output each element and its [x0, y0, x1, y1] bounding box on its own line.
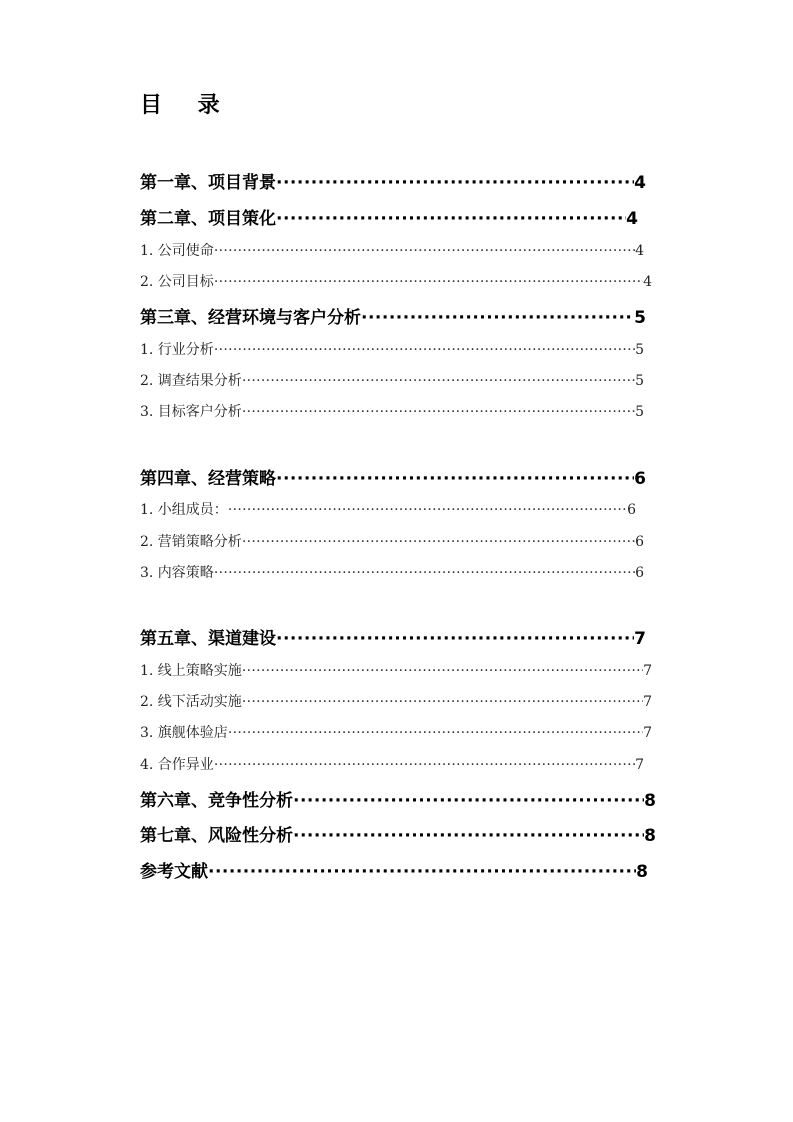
toc-entry-page: 6 [627, 502, 636, 518]
toc-entry-label: 第三章、经营环境与客户分析 [140, 308, 361, 328]
toc-entry-page: 5 [635, 373, 644, 389]
dot-leader [228, 725, 643, 741]
dot-leader [214, 243, 635, 259]
toc-entry-section[interactable] [140, 660, 652, 680]
toc-entry-label: 2. 线下活动实施 [140, 694, 242, 710]
dot-leader [242, 694, 643, 710]
toc-entry-label: 参考文献 [140, 862, 208, 882]
toc-entry-label: 第二章、项目策化 [140, 209, 276, 229]
toc-entry-section[interactable] [140, 562, 644, 582]
toc-entry-label: 2. 公司目标 [140, 274, 214, 290]
toc-entry-chapter-4[interactable] [140, 464, 646, 489]
dot-leader [276, 629, 634, 649]
toc-entry-label: 1. 行业分析 [140, 342, 214, 358]
toc-entry-page: 8 [644, 791, 656, 811]
toc-entry-label: 1. 公司使命 [140, 243, 214, 259]
toc-entry-section[interactable] [140, 722, 652, 742]
dot-leader [214, 757, 635, 773]
toc-entry-chapter-6[interactable] [140, 786, 656, 811]
dot-leader [228, 502, 627, 518]
dot-leader [214, 565, 635, 581]
toc-entry-page: 7 [635, 757, 644, 773]
toc-entry-page: 7 [643, 725, 652, 741]
toc-entry-label: 2. 营销策略分析 [140, 534, 242, 550]
toc-entry-section[interactable] [140, 691, 652, 711]
dot-leader [242, 534, 635, 550]
toc-entry-label: 第七章、风险性分析 [140, 826, 293, 846]
toc-entry-section[interactable] [140, 240, 644, 260]
toc-entry-chapter-3[interactable] [140, 303, 646, 328]
toc-entry-page: 7 [643, 663, 652, 679]
toc-entry-page: 5 [635, 342, 644, 358]
toc-entry-page: 4 [635, 243, 644, 259]
toc-entry-label: 1. 线上策略实施 [140, 663, 242, 679]
toc-entry-section[interactable] [140, 401, 644, 421]
toc-entry-label: 2. 调查结果分析 [140, 373, 242, 389]
dot-leader [276, 209, 626, 229]
dot-leader [361, 308, 634, 328]
toc-entry-page: 6 [635, 565, 644, 581]
toc-entry-label: 第六章、竞争性分析 [140, 791, 293, 811]
toc-entry-references[interactable] [140, 857, 648, 882]
toc-entry-chapter-1[interactable] [140, 168, 646, 193]
toc-entry-page: 5 [634, 308, 646, 328]
toc-entry-label: 3. 旗舰体验店 [140, 725, 228, 741]
toc-entry-chapter-2[interactable] [140, 204, 638, 229]
toc-entry-label: 1. 小组成员： [140, 502, 228, 518]
toc-entry-page: 4 [643, 274, 652, 290]
toc-entry-page: 5 [635, 404, 644, 420]
dot-leader [276, 173, 634, 193]
dot-leader [293, 791, 644, 811]
toc-entry-chapter-5[interactable] [140, 624, 646, 649]
toc-entry-label: 3. 内容策略 [140, 565, 214, 581]
toc-entry-label: 第五章、渠道建设 [140, 629, 276, 649]
toc-entry-section[interactable] [140, 499, 636, 519]
toc-entry-page: 6 [634, 469, 646, 489]
toc-entry-chapter-7[interactable] [140, 821, 656, 846]
toc-entry-section[interactable] [140, 531, 644, 551]
dot-leader [214, 274, 643, 290]
toc-entry-page: 8 [636, 862, 648, 882]
toc-entry-page: 7 [634, 629, 646, 649]
dot-leader [242, 663, 643, 679]
toc-entry-section[interactable] [140, 339, 644, 359]
dot-leader [214, 342, 635, 358]
toc-title: 目 录 [140, 93, 234, 118]
toc-entry-page: 8 [644, 826, 656, 846]
toc-entry-label: 第四章、经营策略 [140, 469, 276, 489]
dot-leader [242, 373, 635, 389]
dot-leader [276, 469, 634, 489]
toc-entry-section[interactable] [140, 370, 644, 390]
toc-entry-page: 4 [634, 173, 646, 193]
toc-entry-section[interactable] [140, 754, 644, 774]
dot-leader [293, 826, 644, 846]
toc-entry-page: 6 [635, 534, 644, 550]
toc-entry-label: 第一章、项目背景 [140, 173, 276, 193]
toc-entry-page: 7 [643, 694, 652, 710]
toc-entry-label: 4. 合作异业 [140, 757, 214, 773]
dot-leader [208, 862, 636, 882]
dot-leader [242, 404, 635, 420]
toc-entry-page: 4 [626, 209, 638, 229]
toc-entry-label: 3. 目标客户分析 [140, 404, 242, 420]
toc-entry-section[interactable] [140, 271, 652, 291]
